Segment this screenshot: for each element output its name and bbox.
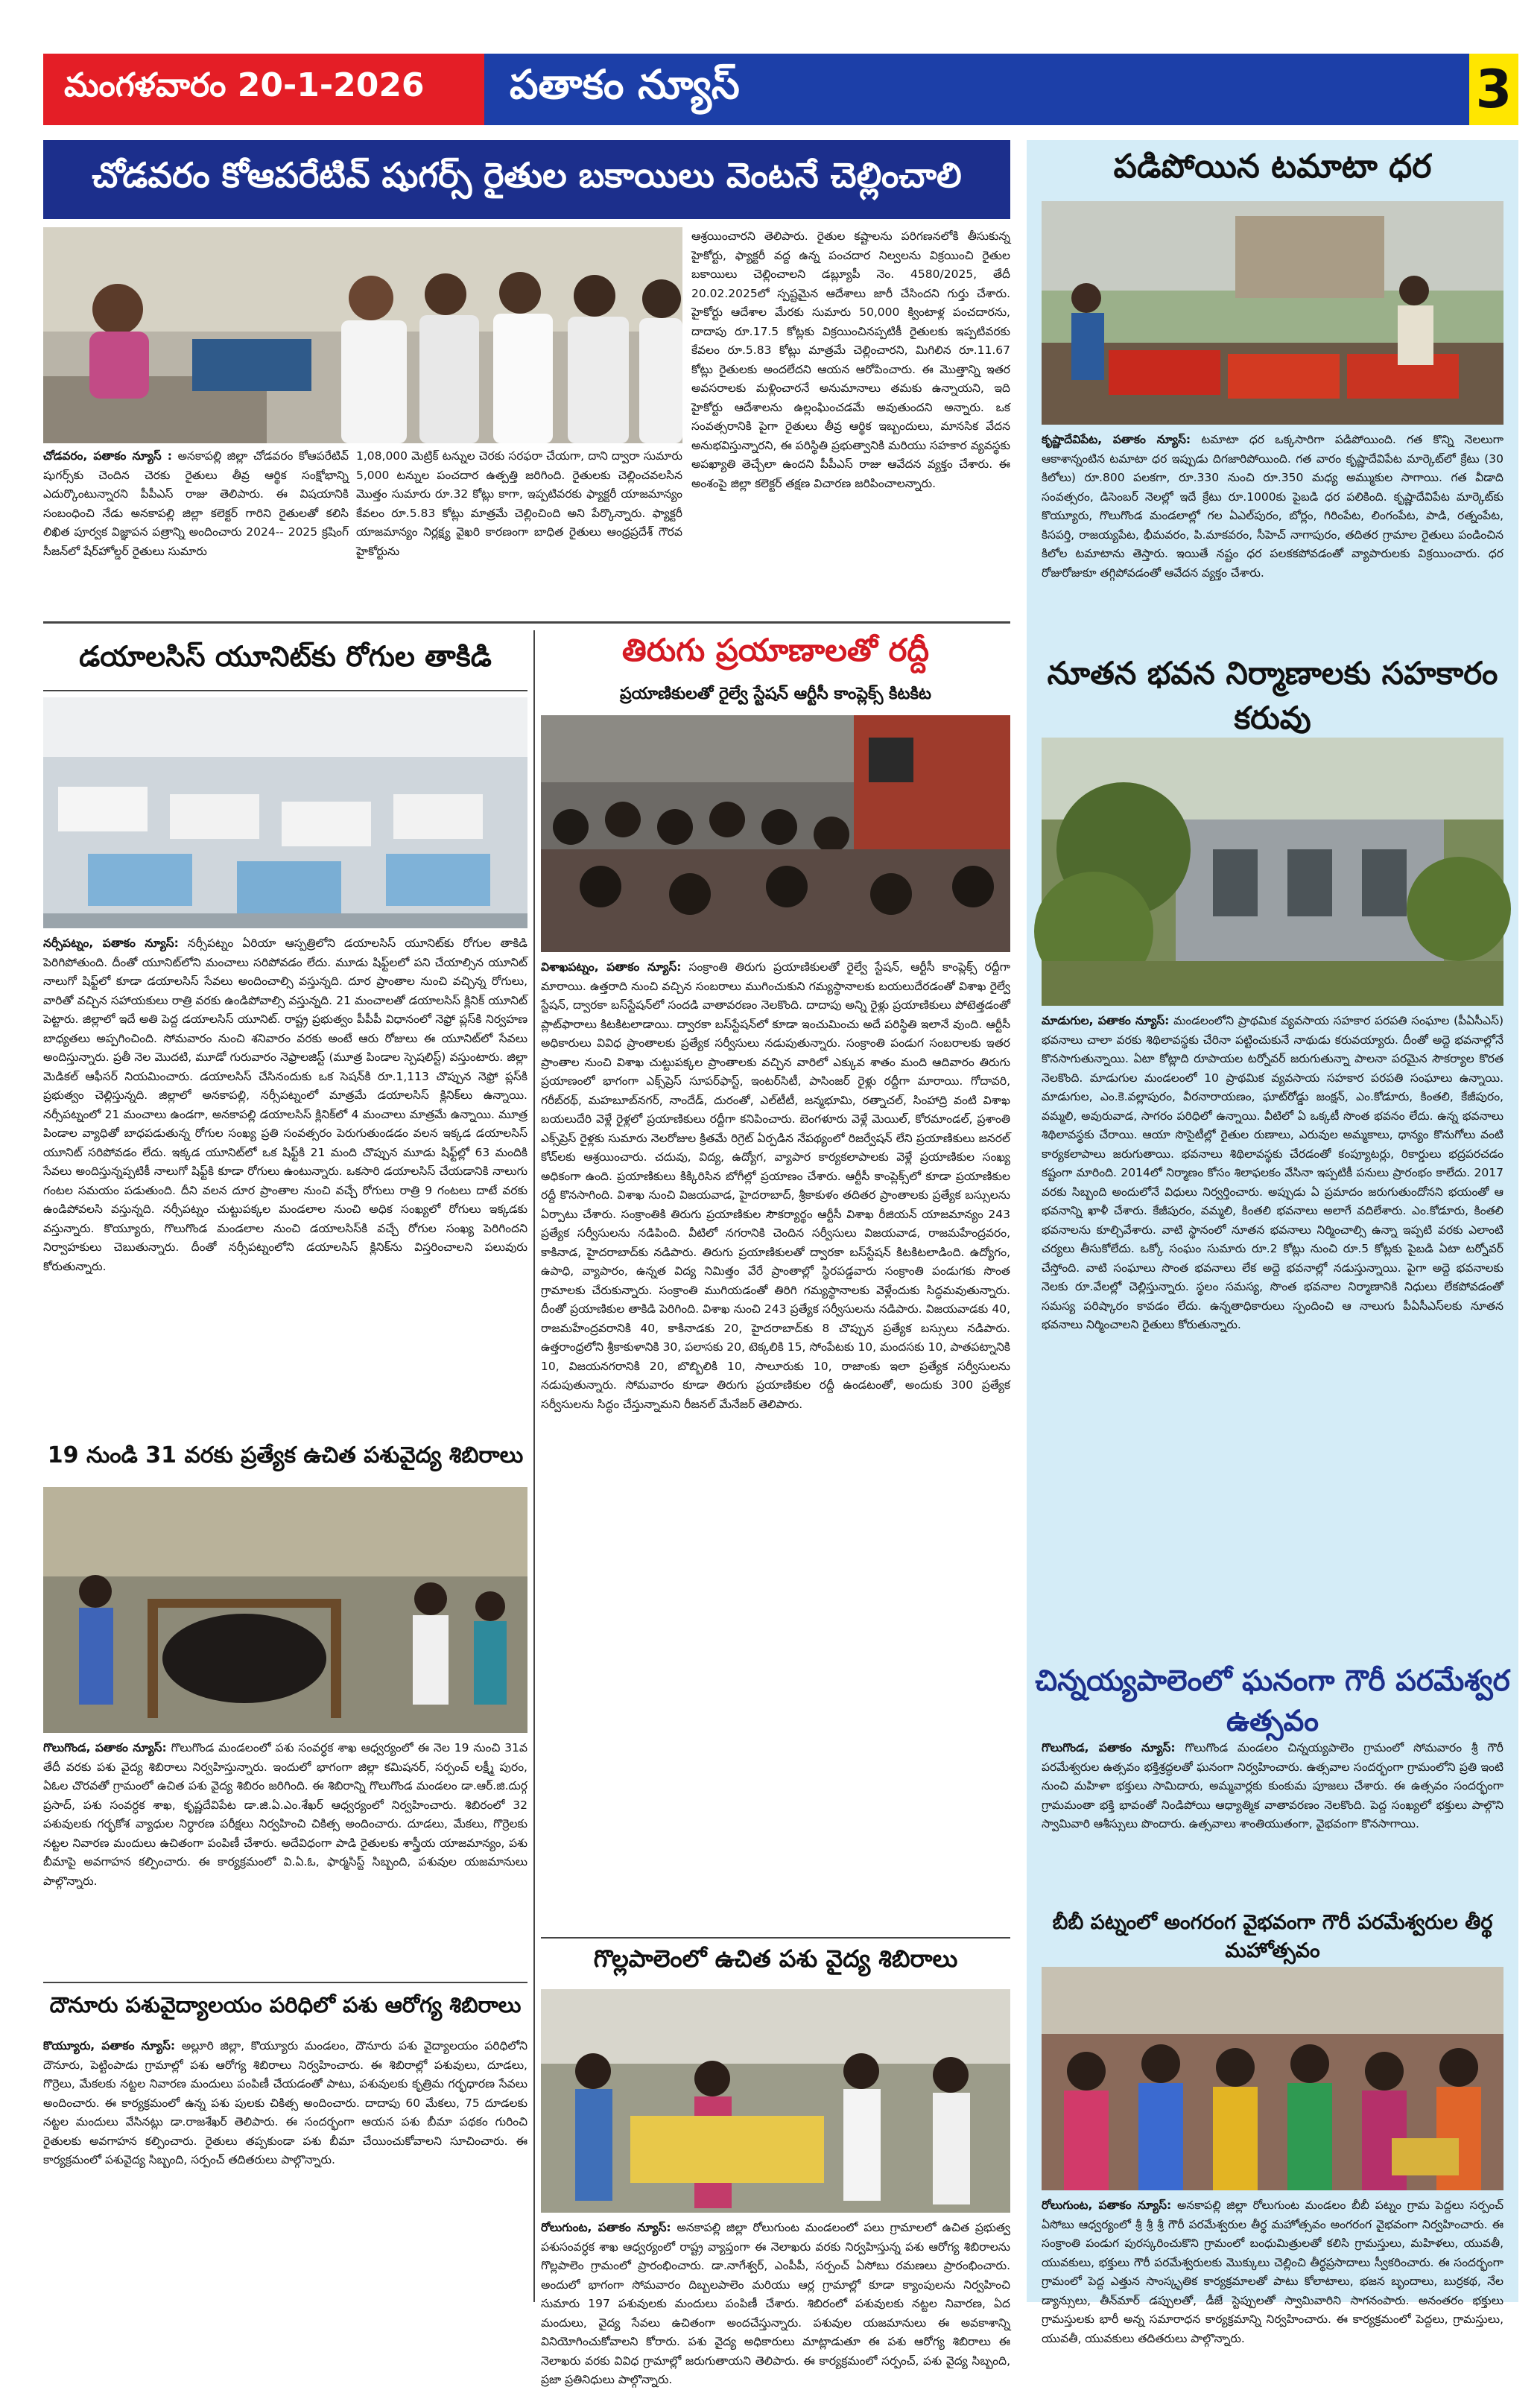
camps-headline: 19 నుండి 31 వరకు ప్రత్యేక ఉచిత పశువైద్య శిబిరాలు	[47, 1442, 524, 1468]
gollapalem-text: అనకాపల్లి జిల్లా రోలుగుంట మండలంలో పలు గ్రామాలలో ఉచిత ప్రభుత్వ పశుసంవర్ధక శాఖ ఆధ్వర్యంలో రాష్ట్ర వ్యాప్తంగా ఈ నెలాఖరు వరకు నిర్వహిస్తున్న పశు ఆరోగ్య శిబిరాలను గొల్లపాలెం గ్రామంలో ప్రారంభించారు. డా.నాగేశ్వర్, ఎంపీపీ, సర్పంచ్ ఏసోబు రమణలు ప్రారంభించారు. అందులో భాగంగా సోమవారం దిబ్బలపాలెం మరియు ఆర్ల గ్రామాల్లో కూడా క్యాంపులను నిర్వహించి సుమారు 197 పశువులకు మందులు పంపిణీ చేశారు. శిబిరంలో పశువులకు నట్టల నివారణ, ఏద మందులు, వైద్య సేవలు ఉచితంగా అందచేస్తున్నారు. పశువుల యజమానులు ఈ అవకాశాన్ని వినియోగించుకోవాలని కోరారు. పశు వైద్య అధికారులు మాట్లాడుతూ ఈ పశు ఆరోగ్య శిబిరాలు ఈ నెలాఖరు వరకు వివిధ గ్రామాల్లో జరుగుతాయని తెలిపారు. ఈ కార్యక్రమంలో సర్పంచ్, పశు వైద్య సిబ్బంది, ప్రజా ప్రతినిధులు పాల్గొన్నారు.	[541, 2221, 1010, 2386]
column-divider	[533, 630, 535, 2302]
gollapalem-body	[541, 2219, 1010, 2386]
gollapalem-photo	[541, 1989, 1010, 2213]
gowri-headline: చిన్నయ్యపాలెంలో ఘనంగా గౌరీ పరమేశ్వర ఉత్సవం	[1035, 1664, 1510, 1738]
main-story-col3: ఆశ్రయించారని తెలిపారు. రైతుల కష్టాలను పరిగణనలోకి తీసుకున్న హైకోర్టు, ఫ్యాక్టరీ వద్ద ఉన్న పంచదార నిల్వలను విక్రయించి రైతుల బకాయిలు చెల్లించాలని డబ్ల్యూపీ నెం. 4580/2025, తేదీ 20.02.2025లో స్పష్టమైన ఆదేశాలు జారీ చేసిందని గుర్తు చేశారు. హైకోర్టు ఆదేశాల మేరకు సుమారు 50,000 క్వింటాళ్ల పంచదారను, దాదాపు రూ.17.5 కోట్లకు విక్రయించినప్పటికీ రైతులకు ఇప్పటివరకు కేవలం రూ.5.83 కోట్లు మాత్రమే చెల్లించారని, మిగిలిన రూ.11.67 కోట్లు రైతులకు అందలేదని ఆయన ఆరోపించారు. ఈ మొత్తాన్ని ఇతర అవసరాలకు మళ్లించారనే అనుమానాలు తమకు ఉన్నాయని, ఇది హైకోర్టు ఆదేశాలను ఉల్లంఘించడమే అవుతుందని అన్నారు. ఒక సంవత్సరానికి పైగా రైతులు తీవ్ర ఆర్థిక ఇబ్బందులు, మానసిక వేదన అనుభవిస్తున్నారని, ఈ పరిస్థితి ప్రభుత్వానికి మరియు సహకార వ్యవస్థకు అపఖ్యాతి తెచ్చేలా ఉందని పీపీఎస్ రాజు ఆవేదన వ్యక్తం చేశారు. ఈ అంశంపై జిల్లా కలెక్టర్ తక్షణ విచారణ జరిపించాలన్నారు.	[691, 229, 1010, 490]
masthead-date: మంగళవారం 20-1-2026	[43, 54, 484, 125]
gowri-dateline: గొలుగొండ, పతాకం న్యూస్:	[1042, 1741, 1176, 1755]
building-dateline: మాడుగుల, పతాకం న్యూస్:	[1042, 1014, 1170, 1027]
dialysis-dateline: నర్సీపట్నం, పతాకం న్యూస్:	[43, 936, 179, 950]
tomato-photo	[1042, 201, 1503, 425]
dialysis-photo	[43, 697, 527, 928]
building-headline: నూతన భవన నిర్మాణాలకు సహకారం కరువు	[1047, 655, 1498, 736]
dounuru-text: అల్లూరి జిల్లా, కొయ్యూరు మండలం, దౌనూరు పశు వైద్యాలయం పరిధిలోని దౌనూరు, పెట్టింపాడు గ్రామాల్లో పశు ఆరోగ్య శిబిరాలు నిర్వహించారు. ఈ శిబిరాల్లో పశువులు, దూడలు, గొర్రెలు, మేకలకు నట్టల నివారణ మందులు పంపిణీ చేయడంతో పాటు, పశువులకు కృత్రిమ గర్భధారణ సేవలు అందించారు. ఈ కార్యక్రమంలో ఉన్న పశు పులకు చికిత్స అందించారు. దాదాపు 60 మేకలు, 75 దూడలకు నట్టల మందులు వేసినట్లు డా.రాజశేఖర్ తెలిపారు. ఈ సందర్భంగా ఆయన పశు బీమా పథకం గురించి రైతులకు అవగాహన కల్పించారు. రైతులు తప్పకుండా పశు బీమా చేయించుకోవాలని సూచించారు. ఈ కార్యక్రమంలో పశువైద్య సిబ్బంది, సర్పంచ్ తదితరులు పాల్గొన్నారు.	[43, 2039, 527, 2166]
tomato-text: టమాటా ధర ఒక్కసారిగా పడిపోయింది. గత కొన్ని నెలలుగా ఆకాశాన్నంటిన టమాటా ధర ఇప్పుడు దిగజారిపోయింది. గత వారం కృష్ణాదేవిపేట మార్కెట్‌లో క్రేటు (30 కిలోలు) రూ.800 పలకగా, రూ.330 నుంచి రూ.350 మధ్య అమ్ముకుల సాగాయి. గత వీడాది సంవత్సరం, డిసెంబర్ నెలల్లో ఇదే క్రేటు రూ.1000కు పైబడి ధర పలికింది. కృష్ణాదేవిపేట మార్కెట్‌కు కొయ్యూరు, గొలుగొండ మండలాల్లో గల ఏఎల్‌పురం, బోర్లం, గిరింపేట, లింగంపేట, పాడి, రత్నంపేట, కిసపర్తి, రాజయ్యపేట, భీమవరం, పి.మాకవరం, సీహెచ్ నాగాపురం, తదితర గ్రామాల రైతులు పండించిన కిలోల టమాటాను తెస్తారు. ఇయితే నష్టం ధర పలకకపోవడంతో వ్యాపారులకు విక్రయించారు. ధర రోజురోజుకూ తగ్గిపోవడంతో ఆవేదన వ్యక్తం చేశారు.	[1042, 433, 1503, 580]
bibi-photo	[1042, 1967, 1503, 2190]
bibi-headline: బీబీ పట్నంలో అంగరంగ వైభవంగా గౌరీ పరమేశ్వరుల తీర్థ మహోత్సవం	[1052, 1911, 1493, 1962]
section-divider	[43, 621, 1010, 624]
rush-headline: తిరుగు ప్రయాణాలతో రద్దీ	[621, 632, 930, 668]
gollapalem-dateline: రోలుగుంట, పతాకం న్యూస్:	[541, 2221, 671, 2234]
camps-photo	[43, 1487, 527, 1733]
rush-photo	[541, 715, 1010, 952]
main-headline: చోడవరం కోఆపరేటివ్ షుగర్స్ రైతుల బకాయిలు వెంటనే చెల్లించాలి	[43, 140, 1010, 219]
bibi-dateline: రోలుగుంట, పతాకం న్యూస్:	[1042, 2199, 1172, 2212]
dialysis-headline: డయాలసిస్ యూనిట్‌కు రోగుల తాకిడి	[43, 630, 527, 691]
masthead-name: పతాకం న్యూస్	[484, 54, 1469, 125]
gollapalem-headline: గొల్లపాలెంలో ఉచిత పశు వైద్య శిబిరాలు	[541, 1937, 1010, 1985]
dounuru-dateline: కొయ్యూరు, పతాకం న్యూస్:	[43, 2039, 176, 2053]
gowri-text: గొలుగొండ మండలం చిన్నయ్యపాలెం గ్రామంలో సోమవారం శ్రీ గౌరీ పరమేశ్వరుల ఉత్సవం భక్తిశ్రద్ధలతో ఘనంగా నిర్వహించారు. ఉత్సవాల సందర్భంగా గ్రామంలోని ప్రతి ఇంటి నుంచి మహిళా భక్తులు సామిదారు, అమ్మవార్లకు కుంకుమ పూజలు చేశారు. ఈ ఉత్సవం సందర్భంగా గ్రామమంతా భక్తి భావంతో నిండిపోయి ఆధ్యాత్మిక వాతావరణం నెలకొంది. పెద్ద సంఖ్యలో భక్తులు పాల్గొని స్వామివారి ఆశీస్సులు పొందారు. ఉత్సవాలు శాంతియుతంగా, వైభవంగా కొనసాగాయి.	[1042, 1741, 1503, 1830]
main-story-col1	[43, 447, 349, 615]
bibi-body	[1042, 2196, 1503, 2345]
dialysis-body	[43, 934, 527, 1430]
gowri-body	[1042, 1739, 1503, 1910]
tomato-body	[1042, 431, 1503, 660]
dounuru-headline: దౌనూరు పశువైద్యాలయం పరిధిలో పశు ఆరోగ్య శిబిరాలు	[43, 1982, 527, 2032]
rush-subheadline: ప్రయాణికులతో రైల్వే స్టేషన్ ఆర్టీసీ కాంప్లెక్స్ కిటకిట	[620, 685, 931, 703]
dialysis-text: నర్సీపట్నం ఏరియా ఆస్పత్రిలోని డయాలసిస్ యూనిట్‌కు రోగుల తాకిడి పెరిగిపోతుంది. దీంతో యూనిట్‌లోని మంచాలు సరిపోవడం లేదు. మూడు షిఫ్ట్‌లలో పని చేయాల్సిన యూనిట్ నాలుగో షిఫ్ట్‌లో కూడా డయాలసిస్ సేవలు అందించాల్సి వస్తున్నది. దూర ప్రాంతాల నుంచి వచ్చిన్న రోగులు, వారితో వచ్చిన సహాయకులు రాత్రి వరకు ఉండిపోవాల్సి వస్తున్నది. 21 మంచాలతో డయాలసిస్ క్లినిక్ యూనిట్ పెట్టారు. జిల్లాలో ఇదే అతి పెద్ద డయాలసిస్ యూనిట్. రాష్ట్ర ప్రభుత్వం పీపీపీ విధానంలో నెఫ్రో ప్లస్‌కి నిర్వహణ బాధ్యతలు అప్పగించింది. సోమవారం నుంచి శనివారం వరకు అంటే ఆరు రోజులు ఈ యూనిట్‌లో సేవలు అందిస్తున్నారు. ప్రతీ నెల మొదటి, మూడో గురువారం నెఫ్రాలజిస్ట్ (మూత్ర పిండాల స్పెషలిస్ట్) వస్తుంటారు. జిల్లా మెడికల్ ఆఫీసర్ నియమించారు. డయాలసిస్ చేసినందుకు ఒక సెషన్‌కి రూ.1,113 చొప్పున నెఫ్రో ప్లస్‌కి ప్రభుత్వం చెల్లిస్తున్నది. జిల్లాలో అనకాపల్లి, నర్సీపట్నంలో మాత్రమే డయాలసిస్ క్లినిక్‌లు ఉన్నాయి. నర్సీపట్నంలో 21 మంచాలు ఉండగా, అనకాపల్లి డయాలసిస్ క్లినిక్‌లో 4 మంచాలు మాత్రమే ఉన్నాయి. మూత్ర పిండాల వ్యాధితో బాధపడుతున్న రోగుల సంఖ్య ప్రతి సంవత్సరం పెరుగుతుండడం వలన ఇక్కడ డయాలసిస్ యూనిట్ సరిపోవడం లేదు. ఇక్కడ యూనిట్‌లో ఒక షిఫ్ట్‌కి 21 మంది చొప్పున మూడు షిఫ్ట్‌ల్లో 63 మందికి సేవలు అందిస్తున్నప్పటికీ నాలుగో షిఫ్ట్‌కి కూడా రోగులు ఉంటున్నారు. ఒకసారి డయాలసిస్ చేయడానికి నాలుగు గంటల సమయం పడుతుంది. దీని వలన దూర ప్రాంతాల నుంచి వచ్చే రోగులు రాత్రి 9 గంటలు దాటే వరకు ఉండిపోవలసి వస్తున్నది. నర్సీపట్నం చుట్టుపక్కల మండలాల నుంచి అధిక సంఖ్యలో రోగులు ఇక్కడకు వస్తున్నారు. కొయ్యూరు, గొలుగొండ మండలాల నుంచి డయాలసిస్‌కి వచ్చే రోగుల సంఖ్య పెరిగిందని నిర్వాహకులు చెబుతున్నారు. దీంతో నర్సీపట్నంలోని డయాలసిస్ క్లినిక్‌ను విస్తరించాలని పలువురు కోరుతున్నారు.	[43, 936, 527, 1273]
building-body	[1042, 1012, 1503, 1669]
dounuru-body	[43, 2037, 527, 2302]
main-story-col1-text: అనకాపల్లి జిల్లా చోడవరం కోఆపరేటివ్ షుగర్స్‌కు చెందిన చెరకు రైతులు తీవ్ర ఆర్థిక సంక్షోభాన్ని ఎదుర్కొంటున్నారని పీపీఎస్ రాజు తెలిపారు. ఈ విషయానికి సంబంధించి నేడు అనకాపల్లి జిల్లా కలెక్టర్ గారిని రైతులతో కలిసి లిఖిత పూర్వక విజ్ఞాపన పత్రాన్ని అందించారు 2024-- 2025 క్రషింగ్ సీజన్‌లో షేర్‌హోల్డర్ రైతులు సుమారు	[43, 449, 349, 558]
camps-text: గొలుగొండ మండలంలో పశు సంవర్ధక శాఖ ఆధ్వర్యంలో ఈ నెల 19 నుంచి 31వ తేదీ వరకు పశు వైద్య శిబిరాలు నిర్వహిస్తున్నారు. ఇందులో భాగంగా జిల్లా కమిషనర్, సర్పంచ్ లక్ష్మీ పురం, ఏఓల చొరవతో గ్రామంలో ఉచిత పశు వైద్య శిబిరం జరిగింది. ఈ శిబిరాన్ని గొలుగొండ మండలం డా.ఆర్.జి.దుర్గ ప్రసాద్, పశు సంవర్ధక శాఖ, కృష్ణదేవిపేట డా.జి.ఏ.ఎం.శేఖర్ ఆధ్వర్యంలో నిర్వహించారు. శిబిరంలో 32 పశువులకు గర్భకోశ వ్యాధుల నిర్ధారణ పరీక్షలు నిర్వహించి చికిత్స అందించారు. దూడలు, మేకలు, గొర్రెలకు నట్టల నివారణ మందులు ఉచితంగా పంపిణీ చేశారు. అదేవిధంగా పాడి రైతులకు శాస్త్రీయ యాజమాన్యం, పశు బీమాపై అవగాహన కల్పించారు. ఈ కార్యక్రమంలో వి.ఏ.ఓ, ఫార్మసిస్ట్ సిబ్బంది, పశువుల యజమానులు పాల్గొన్నారు.	[43, 1741, 527, 1888]
camps-body	[43, 1739, 527, 1976]
rush-text: సంక్రాంతి తిరుగు ప్రయాణికులతో రైల్వే స్టేషన్, ఆర్టీసీ కాంప్లెక్స్ రద్దీగా మారాయి. ఉత్తరాది నుంచి వచ్చిన సంబరాలు ముగించుకుని గమ్యస్థానాలకు బయలుదేరడంతో విశాఖ రైల్వే స్టేషన్, ద్వారకా బస్‌స్టేషన్‌లో సందడి వాతావరణం నెలకొంది. దాదాపు అన్ని రైళ్లు ప్రయాణికులు పోటెత్తడంతో ప్లాట్‌ఫారాలు కిటకిటలాడాయి. ద్వారకా బస్‌స్టేషన్‌లో కూడా ఇంచుమించు అదే పరిస్థితి ఇలానే వుంది. ఆర్టీసీ అధికారులు వివిధ ప్రాంతాలకు ప్రత్యేక సర్వీసులు నడుపుతున్నారు. సంక్రాంతి పండుగ సంబరాలకు ఇతర ప్రాంతాల నుంచి విశాఖ చుట్టుపక్కల ప్రాంతాలకు వచ్చిన వారిలో ఎక్కువ శాతం మంది ఆదివారం తిరుగు ప్రయాణంలో భాగంగా ఎక్స్‌ప్రెస్ సూపర్‌ఫాస్ట్, ఇంటర్‌సిటీ, పాసింజర్ రైళ్లు రద్దీగా మారాయి. గోదావరి, గరీబ్‌రథ్, మహబూబ్‌నగర్, నాందేడ్, దురంతో, ఎల్‌టీటీ, జన్మభూమి, రత్నాచల్, సింహాద్రి వంటి విశాఖ బయలుదేరి వెళ్లే రైళ్లలో ప్రయాణికులు రద్దీగా కనిపించారు. బెంగళూరు వెళ్లే మెయిల్, కోరమాండల్, ప్రశాంతి ఎక్స్‌ప్రెస్ రైళ్లకు సుమారు నెలరోజుల క్రితమే రిగ్రెట్ ఏర్పడిన నేపథ్యంలో రిజర్వేషన్ లేని ప్రయాణికులు జనరల్ కోచ్‌లకు ఆశ్రయించారు. చదువు, విద్య, ఉద్యోగ, వ్యాపార కార్యకలాపాలకు వెళ్లే ప్రయాణికుల సంఖ్య అధికంగా ఉంది. ప్రయాణికులు కిక్కిరిసిన బోగీల్లో ప్రయాణం చేశారు. ఆర్టీసీ కాంప్లెక్స్‌లో కూడా ప్రయాణికుల రద్దీ కొనసాగింది. విశాఖ నుంచి విజయవాడ, హైదరాబాద్, శ్రీకాకుళం తదితర ప్రాంతాలకు ప్రత్యేక బస్సులను ఏర్పాటు చేశారు. సంక్రాంతికి తిరుగు ప్రయాణికుల సౌకర్యార్థం ఆర్టీసీ విశాఖ రీజియన్ యాజమాన్యం 243 ప్రత్యేక సర్వీసులను నడిపింది. వీటిలో నగరానికి చెందిన సర్వీసులు విజయవాడ, రాజమహేంద్రవరం, కాకినాడ, హైదరాబాద్‌కు నడిపారు. తిరుగు ప్రయాణికులతో ద్వారకా బస్‌స్టేషన్ కిటకిటలాడింది. ఉద్యోగం, ఉపాధి, వ్యాపారం, ఉన్నత విద్య నిమిత్తం వేరే ప్రాంతాల్లో స్థిరపడ్డవారు సంక్రాంతి పండుగకు సొంత గ్రామాలకు చేరుకున్నారు. సంక్రాంతి ముగియడంతో తిరిగి గమ్యస్థానాలకు వెళ్లేందుకు సిద్ధమవుతున్నారు. దీంతో ప్రయాణికుల తాకిడి పెరిగింది. విశాఖ నుంచి 243 ప్రత్యేక సర్వీసులను నడిపారు. విజయవాడకు 40, రాజమహేంద్రవరానికి 40, కాకినాడకు 20, హైదరాబాద్‌కు 8 చొప్పున ప్రత్యేక బస్సులు నడిపారు. ఉత్తరాంధ్రలోని శ్రీకాకుళానికి 30, పలాసకు 20, టెక్కలికి 15, సోంపేటకు 10, మందసకు 10, పాతపట్నానికి 10, విజయనగరానికి 20, బొబ్బిలికి 10, సాలూరుకు 10, రాజాంకు ఇలా ప్రత్యేక సర్వీసులను నడుపుతున్నారు. సోమవారం కూడా తిరుగు ప్రయాణికుల రద్దీ ఉండటంతో, అందుకు 300 ప్రత్యేక సర్వీసులను సిద్ధం చేస్తున్నామని రీజనల్ మేనేజర్ తెలిపారు.	[541, 960, 1010, 1411]
main-story-photo	[43, 227, 682, 443]
building-text: మండలంలోని ప్రాథమిక వ్యవసాయ సహకార పరపతి సంఘాల (పీఏసీఎస్) భవనాలు చాలా వరకు శిథిలావస్థకు చేరినా పట్టించుకునే నాథుడు కరువయ్యారు. దీంతో అద్దె భవనాల్లోనే కొనసాగుతున్నాయి. ఏటా కోట్లాది రూపాయల టర్నోవర్ జరుగుతున్నా పాలనా పరమైన సౌకర్యాల కొరత నెలకొంది. మాడుగుల మండలంలో 10 ప్రాథమిక వ్యవసాయ సహకార పరపతి సంఘాలు ఉన్నాయి. మాడుగుల, ఎం.కె.వల్లాపురం, వీరనారాయణం, ఘాట్‌రోడ్డు జంక్షన్, ఎం.కోడూరు, కింతలి, కేజీపురం, వమ్మలి, అవురువాడ, సాగరం పరిధిలో ఉన్నాయి. వీటిలో ఏ ఒక్కటీ సొంత భవనం లేదు. ఉన్న భవనాలు శిథిలావస్థకు చేరాయి. ఆయా సొసైటీల్లో రైతుల రుణాలు, ఎరువుల అమ్మకాలు, ధాన్యం కొనుగోలు వంటి కార్యకలాపాలు జరుగుతాయి. భవనాలు శిథిలావస్థకు చేరడంతో కంప్యూటర్లు, రికార్డులు భద్రపరచడం కష్టంగా మారింది. 2014లో నిర్మాణం కోసం శిలాఫలకం వేసినా ఇప్పటికీ పనులు ప్రారంభం కాలేదు. 2017 వరకు సిబ్బంది అందులోనే విధులు నిర్వర్తించారు. అప్పుడు ఏ ప్రమాదం జరుగుతుందోనని భయంతో ఆ భవనాన్ని ఖాళీ చేశారు. కేజీపురం, వమ్మలి, కింతలి భవనాలు అలాగే వదిలేశారు. ఎం.కోడూరు, కింతలి భవనాలను కూల్చివేశారు. వాటి స్థానంలో నూతన భవనాలు నిర్మించాల్సి ఉన్నా ఇప్పటి వరకు ఎలాంటి చర్యలు తీసుకోలేదు. ఒక్కో సంఘం సుమారు రూ.2 కోట్లు నుంచి రూ.5 కోట్లకు పైబడి ఏటా టర్నోవర్ చేస్తోంది. వాటి సంఘాలు సొంత భవనాలు లేక అద్దె భవనాల్లో నడుస్తున్నాయి. పైగా అద్దె భవనాలకు నెలకు రూ.వేలల్లో చెల్లిస్తున్నారు. స్థలం సమస్య, సొంత భవనాల నిర్మాణానికి నిధులు లేకపోవడంతో సమస్య పరిష్కారం కావడం లేదు. ఉన్నతాధికారులు స్పందించి ఆ నాలుగు పీఏసీఎస్‌లకు నూతన భవనాలు నిర్మించాలని రైతులు కోరుతున్నారు.	[1042, 1014, 1503, 1331]
tomato-dateline: కృష్ణాదేవిపేట, పతాకం న్యూస్:	[1042, 433, 1191, 446]
rush-body	[541, 958, 1010, 1928]
rush-dateline: విశాఖపట్నం, పతాకం న్యూస్:	[541, 960, 682, 974]
bibi-text: అనకాపల్లి జిల్లా రోలుగుంట మండలం బీబీ పట్నం గ్రామ పెద్దలు సర్పంచ్ ఏసోబు ఆధ్వర్యంలో శ్రీ శ్రీ శ్రీ గౌరీ పరమేశ్వరుల తీర్థ మహోత్సవం అంగరంగ వైభవంగా నిర్వహించారు. ఈ సంక్రాంతి పండుగ పురస్కరించుకొని గ్రామంలో బంధుమిత్రులతో కలిసి గ్రామస్తులు, మహిళలు, యువతీ, యువకులు, భక్తులు గౌరీ పరమేశ్వరులకు మొక్కులు చెల్లించి తీర్థప్రసాదాలు స్వీకరించారు. ఈ సందర్భంగా గ్రామంలో పెద్ద ఎత్తున సాంస్కృతిక కార్యక్రమాలతో పాటు కోలాటాలు, భజన బృందాలు, బుర్రకథ, నేల డ్యాన్సులు, తీన్‌మార్ డప్పులతో, డీజే స్టెప్పులతో స్వామివారిని సాగనంపారు. అనంతరం భక్తులు గ్రామస్తులకు భారీ అన్న సమారాధన కార్యక్రమాన్ని నిర్వహించారు. ఈ కార్యక్రమంలో పెద్దలు, గ్రామస్తులు, యువతీ, యువకులు తదితరులు పాల్గొన్నారు.	[1042, 2199, 1503, 2345]
main-story-dateline: చోడవరం, పతాకం న్యూస్ :	[43, 449, 172, 463]
tomato-headline: పడిపోయిన టమాటా ధర	[1113, 148, 1432, 186]
page-number: 3	[1469, 54, 1518, 125]
building-photo	[1042, 738, 1503, 1006]
main-story-col2: 1,08,000 మెట్రిక్ టన్నుల చెరకు సరఫరా చేయగా, దాని ద్వారా సుమారు 5,000 టన్నుల పంచదార ఉత్పత్తి జరిగింది. రైతులకు చెల్లించవలసిన మొత్తం సుమారు రూ.32 కోట్లు కాగా, ఇప్పటివరకు ఫ్యాక్టరీ యాజమాన్యం కేవలం రూ.5.83 కోట్లు మాత్రమే చెల్లించింది అని పేర్కొన్నారు. ఫ్యాక్టరీ యాజమాన్యం నిర్లక్ష్య వైఖరి కారణంగా బాధిత రైతులు ఆంధ్రప్రదేశ్ గౌరవ హైకోర్టును	[356, 449, 682, 558]
camps-dateline: గొలుగొండ, పతాకం న్యూస్:	[43, 1741, 167, 1755]
